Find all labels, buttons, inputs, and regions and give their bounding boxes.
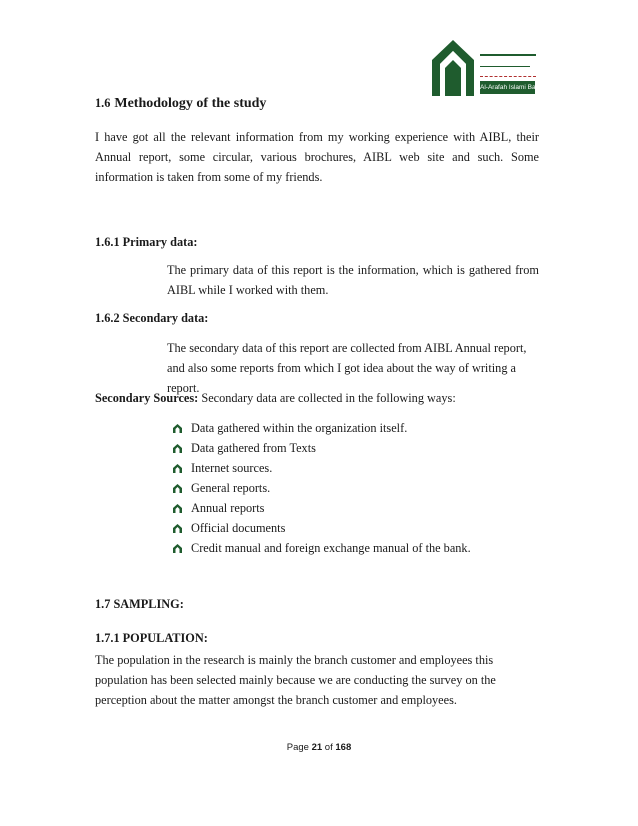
mosque-bullet-icon	[172, 483, 183, 493]
page-total: 168	[335, 742, 352, 753]
mosque-bullet-icon	[172, 503, 183, 513]
section-1-7-1-heading: 1.7.1 POPULATION:	[95, 631, 208, 645]
list-item: Data gathered from Texts	[171, 438, 471, 458]
section-1-7-heading: 1.7 SAMPLING:	[95, 597, 184, 611]
logo-arabic-name	[480, 71, 536, 77]
bank-logo	[428, 34, 566, 98]
logo-bengali-subtitle	[480, 60, 530, 67]
secondary-sources-list	[171, 418, 471, 558]
mosque-bullet-icon	[172, 443, 183, 453]
list-item: Official documents	[171, 518, 471, 538]
mosque-bullet-icon	[172, 463, 183, 473]
section-1-6-heading: 1.6 Methodology of the study	[95, 96, 267, 111]
mosque-bullet-icon	[172, 543, 183, 553]
list-item: General reports.	[171, 478, 471, 498]
list-item: Data gathered within the organization itself.	[171, 418, 471, 438]
page-footer: Page 21 of 168	[286, 742, 352, 753]
section-1-7-1-paragraph: The population in the research is mainly the branch customer and employees this population has been selected mainly because we are conducting the survey on the perception about the matter amongst the branch customer and employees.	[95, 653, 496, 707]
page-current: 21	[311, 742, 323, 753]
secondary-sources-line	[95, 388, 456, 408]
section-1-6-1-heading: 1.6.1 Primary data:	[95, 235, 198, 249]
mosque-bullet-icon	[172, 423, 183, 433]
section-1-6-2-heading: 1.6.2 Secondary data:	[95, 311, 209, 325]
list-item: Credit manual and foreign exchange manual of the bank.	[171, 538, 471, 558]
section-1-6-1-paragraph: The primary data of this report is the information, which is gathered from AIBL while I worked with them.	[167, 263, 539, 297]
section-1-6-2-paragraph: The secondary data of this report are collected from AIBL Annual report, and also some reports from which I got idea about the way of writing a report.	[167, 341, 527, 395]
secondary-sources-text: Secondary data are collected in the following ways:	[198, 391, 456, 405]
logo-bengali-name	[480, 40, 536, 56]
secondary-sources-label: Secondary Sources:	[95, 391, 199, 405]
list-item: Annual reports	[171, 498, 471, 518]
mosque-arch-icon	[428, 34, 478, 98]
mosque-bullet-icon	[172, 523, 183, 533]
list-item: Internet sources.	[171, 458, 471, 478]
section-1-6-paragraph: I have got all the relevant information from my working experience with AIBL, their Annual report, some circular, various brochures, AIBL web site and such. Some information is taken from some of my friends.	[95, 130, 539, 184]
logo-english-name: Al-Arafah Islami Bank Limited	[480, 81, 535, 94]
